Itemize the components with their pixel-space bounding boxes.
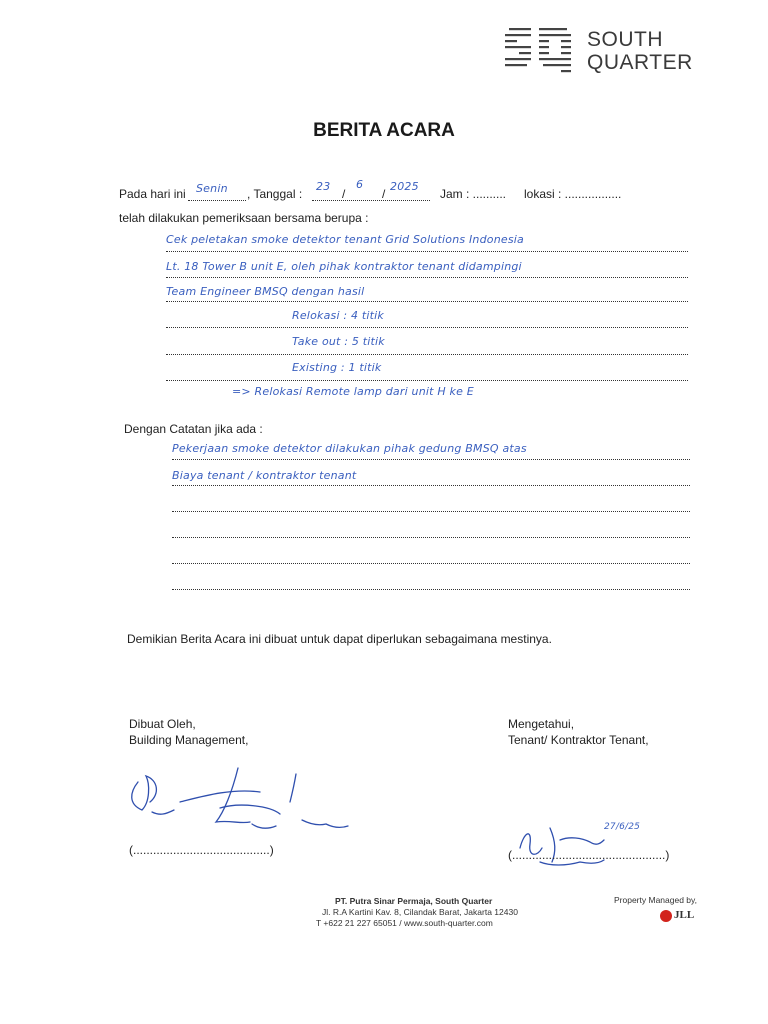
tanggal-label: , Tanggal :	[247, 187, 303, 201]
catatan-line	[172, 485, 690, 486]
hari-dots	[188, 200, 246, 201]
jll-logo-text: JLL	[674, 909, 695, 921]
managed-by-label: Property Managed by,	[614, 895, 697, 905]
pemeriksaan-text: Take out : 5 titik	[292, 335, 385, 348]
signature-left	[120, 762, 350, 837]
footer-contact: T +622 21 227 65051 / www.south-quarter.com	[316, 918, 493, 928]
hari-value: Senin	[196, 182, 228, 195]
footer-company: PT. Putra Sinar Permaja, South Quarter	[335, 896, 493, 906]
sign-left-name-line: (.........................................)	[129, 843, 274, 857]
sign-right-line2: Tenant/ Kontraktor Tenant,	[508, 733, 649, 747]
footer-address: Jl. R.A Kartini Kav. 8, Cilandak Barat, Jakarta 12430	[322, 907, 518, 917]
catatan-line	[172, 459, 690, 460]
pemeriksaan-line	[166, 251, 688, 252]
jam-label: Jam : ..........	[440, 187, 507, 201]
catatan-line	[172, 589, 690, 590]
pemeriksaan-text: Cek peletakan smoke detektor tenant Grid Solutions Indonesia	[166, 233, 524, 246]
pemeriksaan-text: Relokasi : 4 titik	[292, 309, 384, 322]
logo-line-quarter: QUARTER	[587, 51, 693, 74]
logo-line-south: SOUTH	[587, 28, 663, 51]
pemeriksaan-text: Team Engineer BMSQ dengan hasil	[166, 285, 365, 298]
catatan-line	[172, 511, 690, 512]
lokasi-label: lokasi : .................	[524, 187, 622, 201]
catatan-line	[172, 537, 690, 538]
sign-left-line1: Dibuat Oleh,	[129, 717, 196, 731]
pemeriksaan-line	[166, 380, 688, 381]
sign-right-name-line: (..............................................)	[508, 848, 670, 862]
sign-left-line2: Building Management,	[129, 733, 249, 747]
tanggal-dots	[312, 200, 430, 201]
telah-label: telah dilakukan pemeriksaan bersama berupa :	[119, 211, 369, 225]
tanggal-slash-2: /	[382, 187, 386, 201]
pada-hari-label: Pada hari ini	[119, 187, 186, 201]
catatan-text: Biaya tenant / kontraktor tenant	[172, 469, 357, 482]
pemeriksaan-text: Lt. 18 Tower B unit E, oleh pihak kontraktor tenant didampingi	[166, 260, 522, 273]
pemeriksaan-line	[166, 277, 688, 278]
catatan-line	[172, 563, 690, 564]
tanggal-month: 6	[356, 178, 364, 191]
logo-text	[587, 28, 693, 74]
tanggal-slash-1: /	[342, 187, 346, 201]
catatan-label: Dengan Catatan jika ada :	[124, 422, 263, 436]
south-quarter-logo-mark	[505, 26, 577, 78]
catatan-text: Pekerjaan smoke detektor dilakukan pihak gedung BMSQ atas	[172, 442, 527, 455]
sign-right-line1: Mengetahui,	[508, 717, 575, 731]
sign-right-date: 27/6/25	[604, 822, 641, 832]
closing-statement: Demikian Berita Acara ini dibuat untuk dapat diperlukan sebagaimana mestinya.	[127, 632, 552, 646]
tanggal-day: 23	[316, 180, 331, 193]
jll-logo-icon	[660, 910, 672, 922]
pemeriksaan-text: Existing : 1 titik	[292, 361, 382, 374]
pemeriksaan-line	[166, 354, 688, 355]
pemeriksaan-line	[166, 327, 688, 328]
pemeriksaan-line	[166, 301, 688, 302]
document-title: BERITA ACARA	[313, 120, 455, 141]
pemeriksaan-text: => Relokasi Remote lamp dari unit H ke E	[232, 385, 474, 398]
tanggal-year: 2025	[390, 180, 419, 193]
